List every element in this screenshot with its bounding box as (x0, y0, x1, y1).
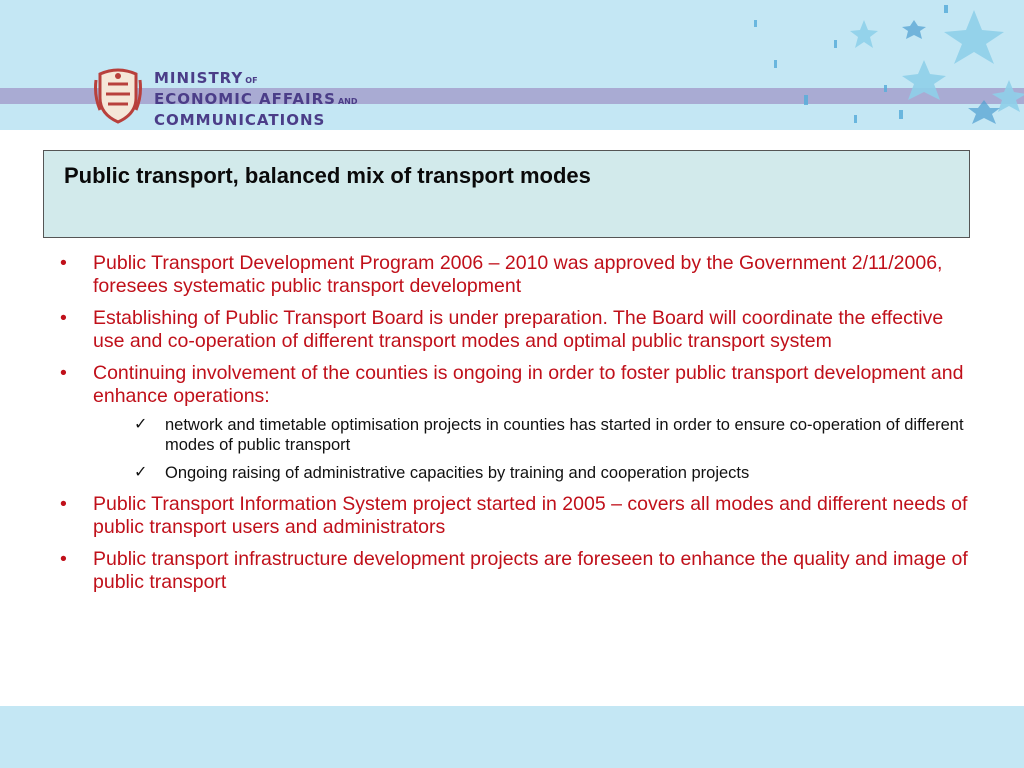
ministry-line-2: ECONOMIC AFFAIRS (154, 90, 336, 108)
slide-content (60, 252, 980, 603)
bullet-glyph: • (60, 252, 67, 274)
snowflake-decoration (504, 0, 1024, 130)
sub-bullet-item (60, 463, 980, 483)
check-icon: ✓ (134, 416, 148, 433)
footer-band (0, 706, 1024, 768)
sub-bullet-text: network and timetable optimisation projects in counties has started in order to ensure co-operation of different modes of public transport (165, 416, 964, 454)
ministry-line-3: COMMUNICATIONS (154, 111, 326, 129)
bullet-text: Establishing of Public Transport Board is under preparation. The Board will coordinate the effective use and co-operation of different transport modes and optimal public transport system (93, 307, 944, 352)
ministry-name (154, 68, 358, 131)
bullet-glyph: • (60, 493, 67, 515)
bullet-glyph: • (60, 362, 67, 384)
check-icon: ✓ (134, 464, 148, 481)
bullet-text: Continuing involvement of the counties is ongoing in order to foster public transport development and enhance operations: (93, 362, 964, 407)
bullet-glyph: • (60, 548, 67, 570)
coat-of-arms-icon (92, 66, 144, 124)
bullet-glyph: • (60, 307, 67, 329)
ministry-line-1-small: OF (245, 76, 258, 85)
bullet-item (60, 252, 980, 298)
slide-title: Public transport, balanced mix of transport modes (64, 163, 591, 188)
bullet-text: Public Transport Development Program 2006 – 2010 was approved by the Government 2/11/2006, foresees systematic public transport development (93, 252, 943, 297)
bullet-item (60, 548, 980, 594)
ministry-line-2-small: AND (337, 97, 358, 106)
bullet-item (60, 493, 980, 539)
ministry-logo (92, 66, 392, 130)
sub-bullet-item (60, 415, 980, 455)
title-box (43, 150, 970, 238)
sub-bullet-text: Ongoing raising of administrative capacities by training and cooperation projects (165, 464, 750, 482)
bullet-item (60, 362, 980, 408)
bullet-item (60, 307, 980, 353)
ministry-line-1: MINISTRY (154, 69, 244, 87)
bullet-text: Public transport infrastructure development projects are foreseen to enhance the quality and image of public transport (93, 548, 968, 593)
bullet-text: Public Transport Information System project started in 2005 – covers all modes and different needs of public transport users and administrators (93, 493, 968, 538)
